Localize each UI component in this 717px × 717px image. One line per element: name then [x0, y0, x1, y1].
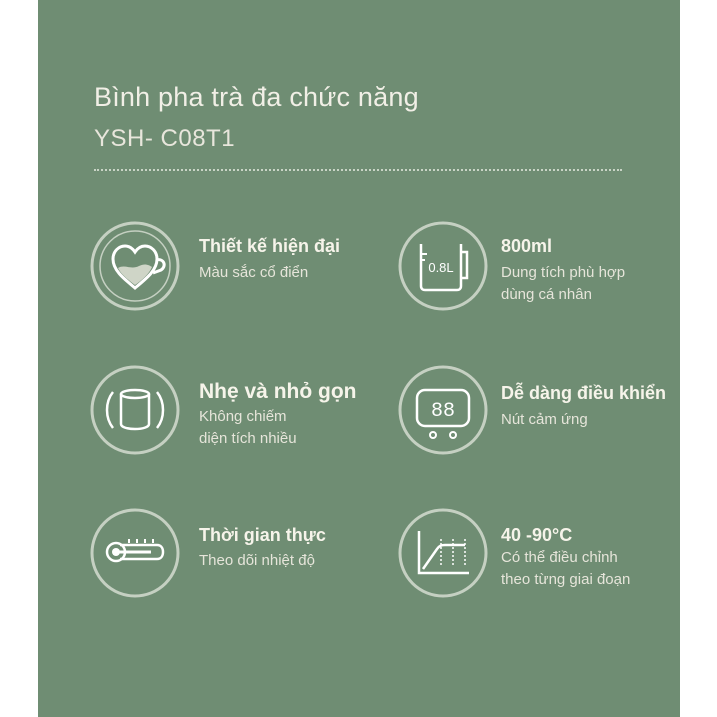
dotted-divider: [94, 169, 622, 171]
feature-desc-control: Nút cảm ứng: [501, 411, 588, 428]
feature-desc-modern-design: Màu sắc cổ điển: [199, 264, 309, 281]
feature-desc-temperature-line1: Có thể điều chỉnh: [501, 549, 618, 566]
feature-desc-realtime: Theo dõi nhiệt độ: [199, 552, 315, 569]
feature-desc-temperature-line2: theo từng giai đoạn: [501, 571, 631, 588]
feature-desc-capacity-line1: Dung tích phù hợp: [501, 264, 626, 281]
temperature-curve-icon: [397, 507, 489, 599]
measuring-cup-icon: [397, 220, 489, 312]
feature-title-control: Dễ dàng điều khiển: [501, 383, 667, 403]
display-digits-label: 88: [430, 400, 456, 423]
cup-capacity-label: 0.8L: [428, 260, 454, 275]
feature-title-capacity: 800ml: [501, 236, 553, 256]
feature-title-temperature: 40 -90°C: [501, 525, 573, 545]
thermometer-icon: [89, 507, 181, 599]
digital-display-icon: [397, 364, 489, 456]
feature-title-compact: Nhẹ và nhỏ gọn: [199, 380, 357, 403]
heart-cup-icon: [89, 220, 181, 312]
compact-cylinder-icon: [89, 364, 181, 456]
product-title: Bình pha trà đa chức năng: [94, 82, 419, 112]
feature-desc-capacity-line2: dùng cá nhân: [501, 286, 592, 303]
feature-desc-compact-line2: diện tích nhiều: [199, 430, 297, 447]
feature-title-modern-design: Thiết kế hiện đại: [199, 236, 341, 256]
feature-title-realtime: Thời gian thực: [199, 525, 326, 545]
feature-desc-compact-line1: Không chiếm: [199, 408, 287, 425]
model-number: YSH- C08T1: [94, 125, 236, 152]
